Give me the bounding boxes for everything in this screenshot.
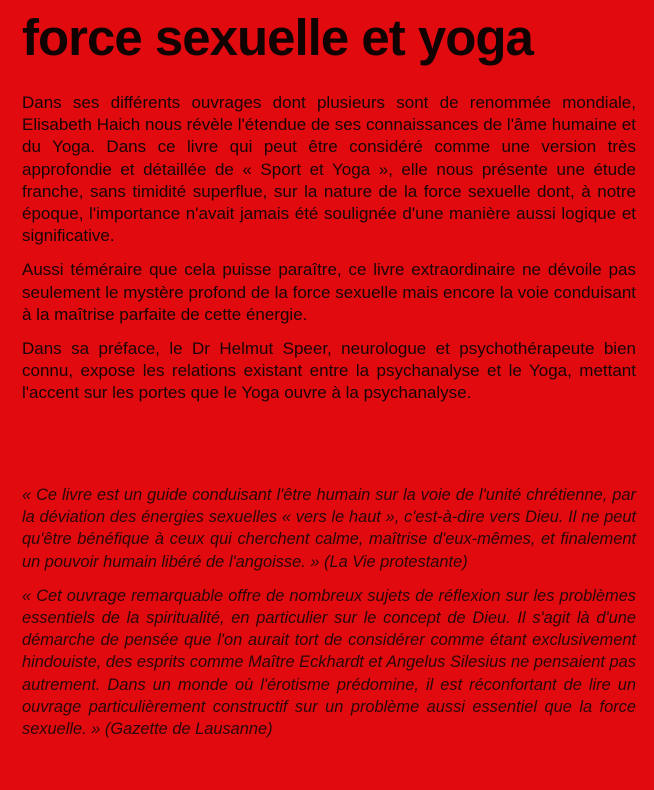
description [22,92,636,417]
description-paragraph-3: Dans sa préface, le Dr Helmut Speer, neurologue et psychothérapeute bien connu, expose les relations existant entre la psychanalyse et le Yoga, mettant l'accent sur les portes que le Yoga ouvre à la psychanalyse. [22,339,636,403]
press-quote-2: « Cet ouvrage remarquable offre de nombreux sujets de réflexion sur les problèmes essentiels de la spiritualité, en particulier sur le concept de Dieu. Il s'agit là d'une démarche de pensée que l'on aurait tort de considérer comme étant exclusivement hindouiste, des esprits comme Maître Eckhardt et Angelus Silesius ne pensaient pas autrement. Dans un monde où l'érotisme prédomine, il est réconfortant de lire un ouvrage particulièrement constructif sur un problème aussi essentiel que la force sexuelle. » (Gazette de Lausanne) [22,586,636,739]
press-quotes [22,484,636,752]
book-title: force sexuelle et yoga [22,9,533,66]
description-paragraph-2: Aussi téméraire que cela puisse paraître, ce livre extraordinaire ne dévoile pas seulement le mystère profond de la force sexuelle mais encore la voie conduisant à la maîtrise parfaite de cette énergie. [22,260,636,324]
description-paragraph-1: Dans ses différents ouvrages dont plusieurs sont de renommée mondiale, Elisabeth Haich nous révèle l'étendue de ses connaissances de l'âme humaine et du Yoga. Dans ce livre qui peut être considéré comme une version très approfondie et détaillée de « Sport et Yoga », elle nous présente une étude franche, sans timidité superflue, sur la nature de la force sexuelle dont, à notre époque, l'importance n'avait jamais été soulignée d'une manière aussi logique et significative. [22,93,636,246]
press-quote-1: « Ce livre est un guide conduisant l'être humain sur la voie de l'unité chrétienne, par la déviation des énergies sexuelles « vers le haut », c'est-à-dire vers Dieu. Il ne peut qu'être bénéfique à ceux qui cherchent calme, maîtrise d'eux-mêmes, et finalement un pouvoir humain libéré de l'angoisse. » (La Vie protestante) [22,486,636,571]
